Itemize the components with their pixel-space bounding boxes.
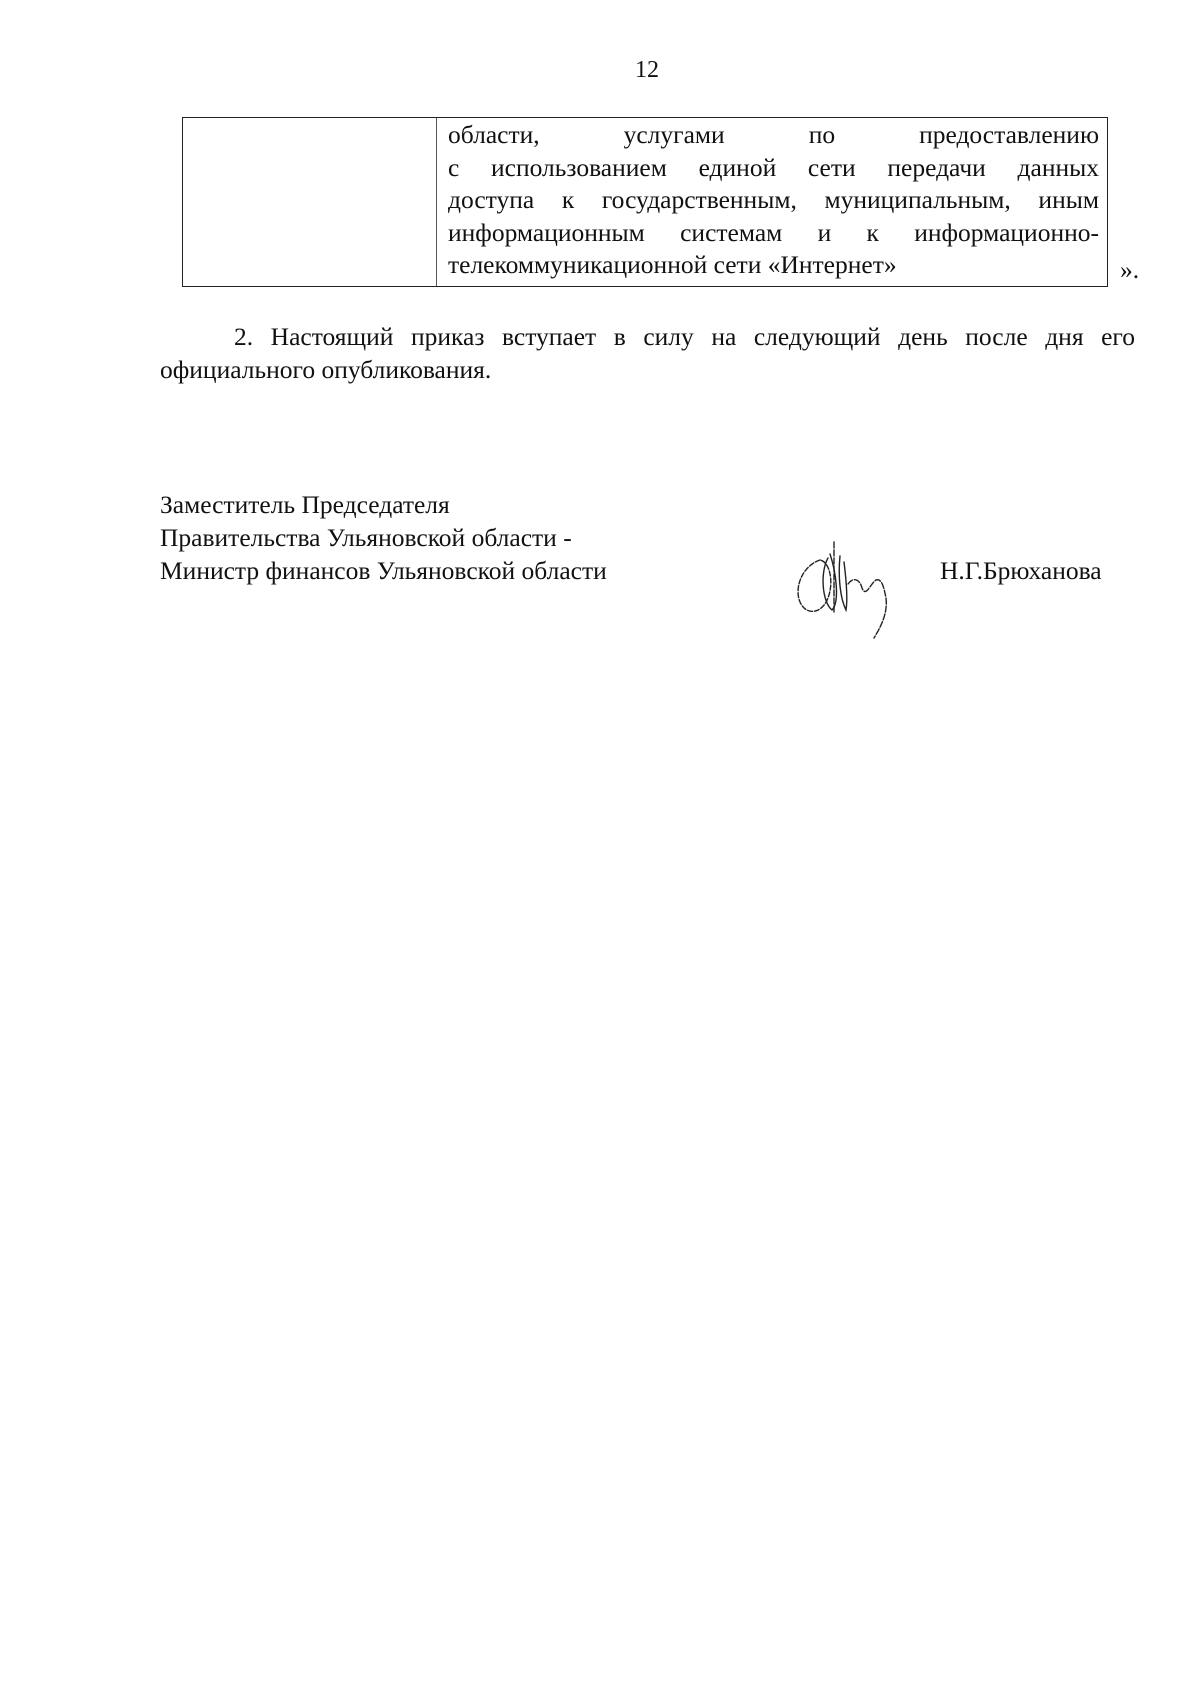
signer-position-line: Заместитель Председателя — [160, 490, 450, 519]
paragraph-item-2 — [160, 320, 1135, 386]
signer-position-line: Правительства Ульяновской области - — [160, 523, 572, 552]
closing-quote-mark: ». — [1120, 255, 1140, 284]
signer-position-line: Министр финансов Ульяновской области — [160, 556, 607, 585]
table-cell-right — [437, 118, 1107, 286]
signer-position — [160, 488, 607, 587]
table-cell-line: информационным системам и к информационно- — [448, 217, 1099, 247]
paragraph-line: официального опубликования. — [160, 355, 492, 384]
handwritten-signature-icon — [790, 532, 900, 640]
table-cell-line: телекоммуникационной сети «Интернет» — [448, 250, 897, 280]
amendment-table — [182, 117, 1108, 287]
table-cell-left — [183, 118, 437, 286]
table-cell-line: области, услугами по предоставлению — [448, 120, 1099, 149]
table-cell-line: с использованием единой сети передачи данных — [448, 152, 1099, 182]
paragraph-line: 2. Настоящий приказ вступает в силу на следующий день после дня его — [234, 322, 1135, 351]
page-number: 12 — [635, 57, 659, 83]
signer-name: Н.Г.Брюханова — [940, 556, 1102, 585]
table-cell-line: доступа к государственным, муниципальным, иным — [448, 185, 1099, 215]
